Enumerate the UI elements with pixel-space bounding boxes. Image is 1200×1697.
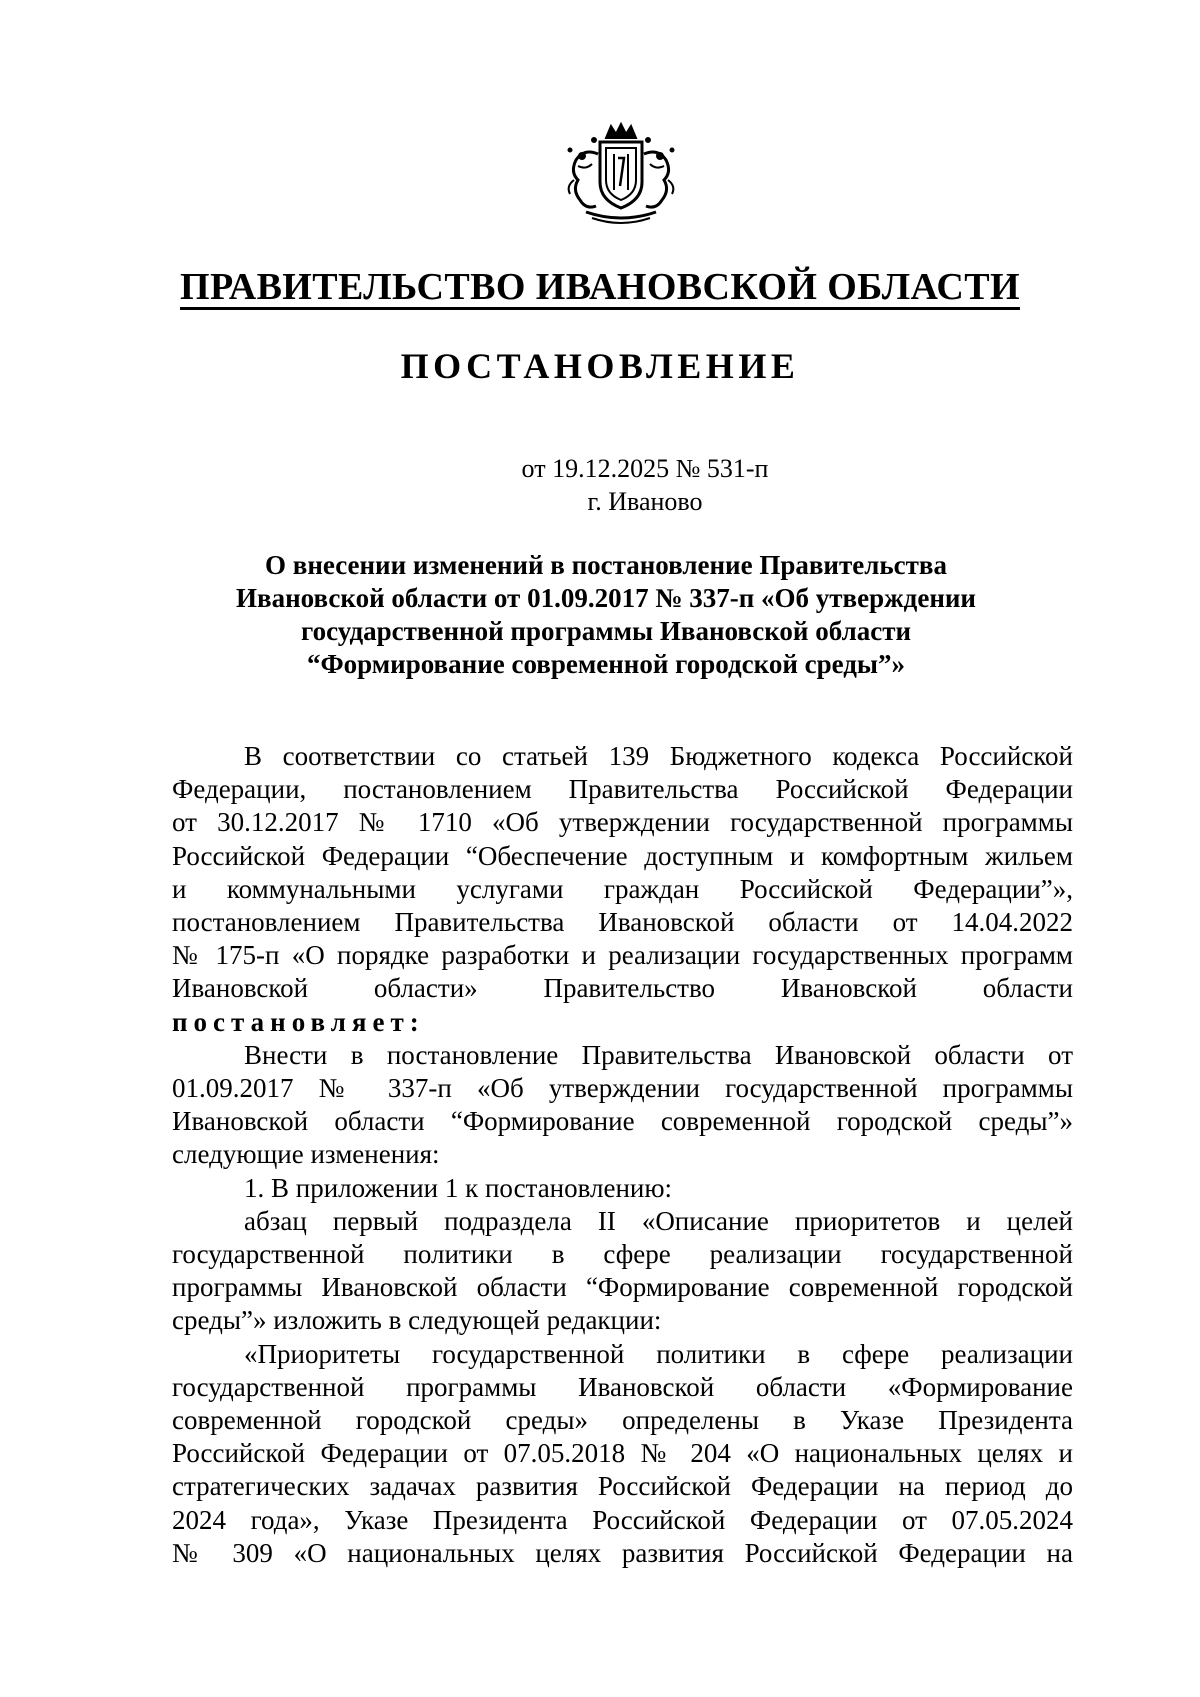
- body-line: и коммунальными услугами граждан Российской Федерации”»,: [172, 873, 1073, 904]
- body-line: среды”» изложить в следующей редакции:: [172, 1305, 662, 1336]
- subject-line: государственной программы Ивановской области: [300, 616, 912, 646]
- body-line: следующие изменения:: [172, 1139, 440, 1170]
- body-line: современной городской среды» определены в Указе Президента: [172, 1405, 1073, 1436]
- body-line: № 309 «О национальных целях развития Российской Федерации на: [172, 1537, 1073, 1568]
- body-line: Российской Федерации от 07.05.2018 № 204 «О национальных целях и: [172, 1438, 1073, 1469]
- subject-line: О внесении изменений в постановление Правительства: [265, 550, 947, 580]
- body-line: Российской Федерации “Обеспечение доступным и комфортным жильем: [172, 840, 1073, 871]
- date-number: от 19.12.2025 № 531-п: [521, 454, 769, 483]
- body-line: В соответствии со статьей 139 Бюджетного кодекса Российской: [244, 741, 1073, 771]
- body-line: стратегических задачах развития Российской Федерации на период до: [172, 1471, 1073, 1502]
- body-line: 2024 года», Указе Президента Российской Федерации от 07.05.2024: [172, 1504, 1073, 1535]
- abzac-paragraph: [172, 1205, 1073, 1338]
- document-body: [172, 740, 1073, 1570]
- body-line: Ивановской области “Формирование современной городской среды”»: [172, 1106, 1073, 1137]
- body-line: Федерации, постановлением Правительства Российской Федерации: [172, 774, 1073, 805]
- document-subject: [0, 549, 1200, 681]
- document-meta: [0, 452, 1200, 518]
- body-line: «Приоритеты государственной политики в сфере реализации: [244, 1338, 1073, 1369]
- subject-line: “Формирование современной городской среды”»: [306, 649, 906, 679]
- body-line: от 30.12.2017 № 1710 «Об утверждении государственной программы: [172, 807, 1073, 838]
- body-line: № 175-п «О порядке разработки и реализации государственных программ: [172, 940, 1073, 971]
- body-line: Ивановской области» Правительство Ивановской области: [172, 973, 1073, 1004]
- body-line: постановлением Правительства Ивановской области от 14.04.2022: [172, 907, 1073, 938]
- priority-paragraph: [172, 1338, 1073, 1570]
- body-line: государственной программы Ивановской области «Формирование: [172, 1371, 1073, 1402]
- resolves-word: постановляет:: [172, 1006, 425, 1037]
- subject-line: Ивановской области от 01.09.2017 № 337-п «Об утверждении: [236, 583, 976, 613]
- city: г. Иваново: [587, 487, 703, 516]
- item-1: 1. В приложении 1 к постановлению:: [244, 1172, 673, 1203]
- body-line: государственной политики в сфере реализации государственной: [172, 1239, 1073, 1270]
- body-line: абзац первый подраздела II «Описание приоритетов и целей: [244, 1205, 1073, 1236]
- amendment-paragraph: [172, 1039, 1073, 1172]
- government-title-text: ПРАВИТЕЛЬСТВО ИВАНОВСКОЙ ОБЛАСТИ: [180, 266, 1020, 308]
- document-type: ПОСТАНОВЛЕНИЕ: [400, 346, 800, 386]
- body-line: Внести в постановление Правительства Ивановской области от: [244, 1039, 1073, 1070]
- government-title: [0, 264, 1200, 310]
- body-line: 01.09.2017 № 337-п «Об утверждении государственной программы: [172, 1073, 1073, 1104]
- body-line: программы Ивановской области “Формирование современной городской: [172, 1272, 1073, 1303]
- intro-paragraph: [172, 740, 1073, 1039]
- coat-of-arms-icon: [556, 120, 686, 230]
